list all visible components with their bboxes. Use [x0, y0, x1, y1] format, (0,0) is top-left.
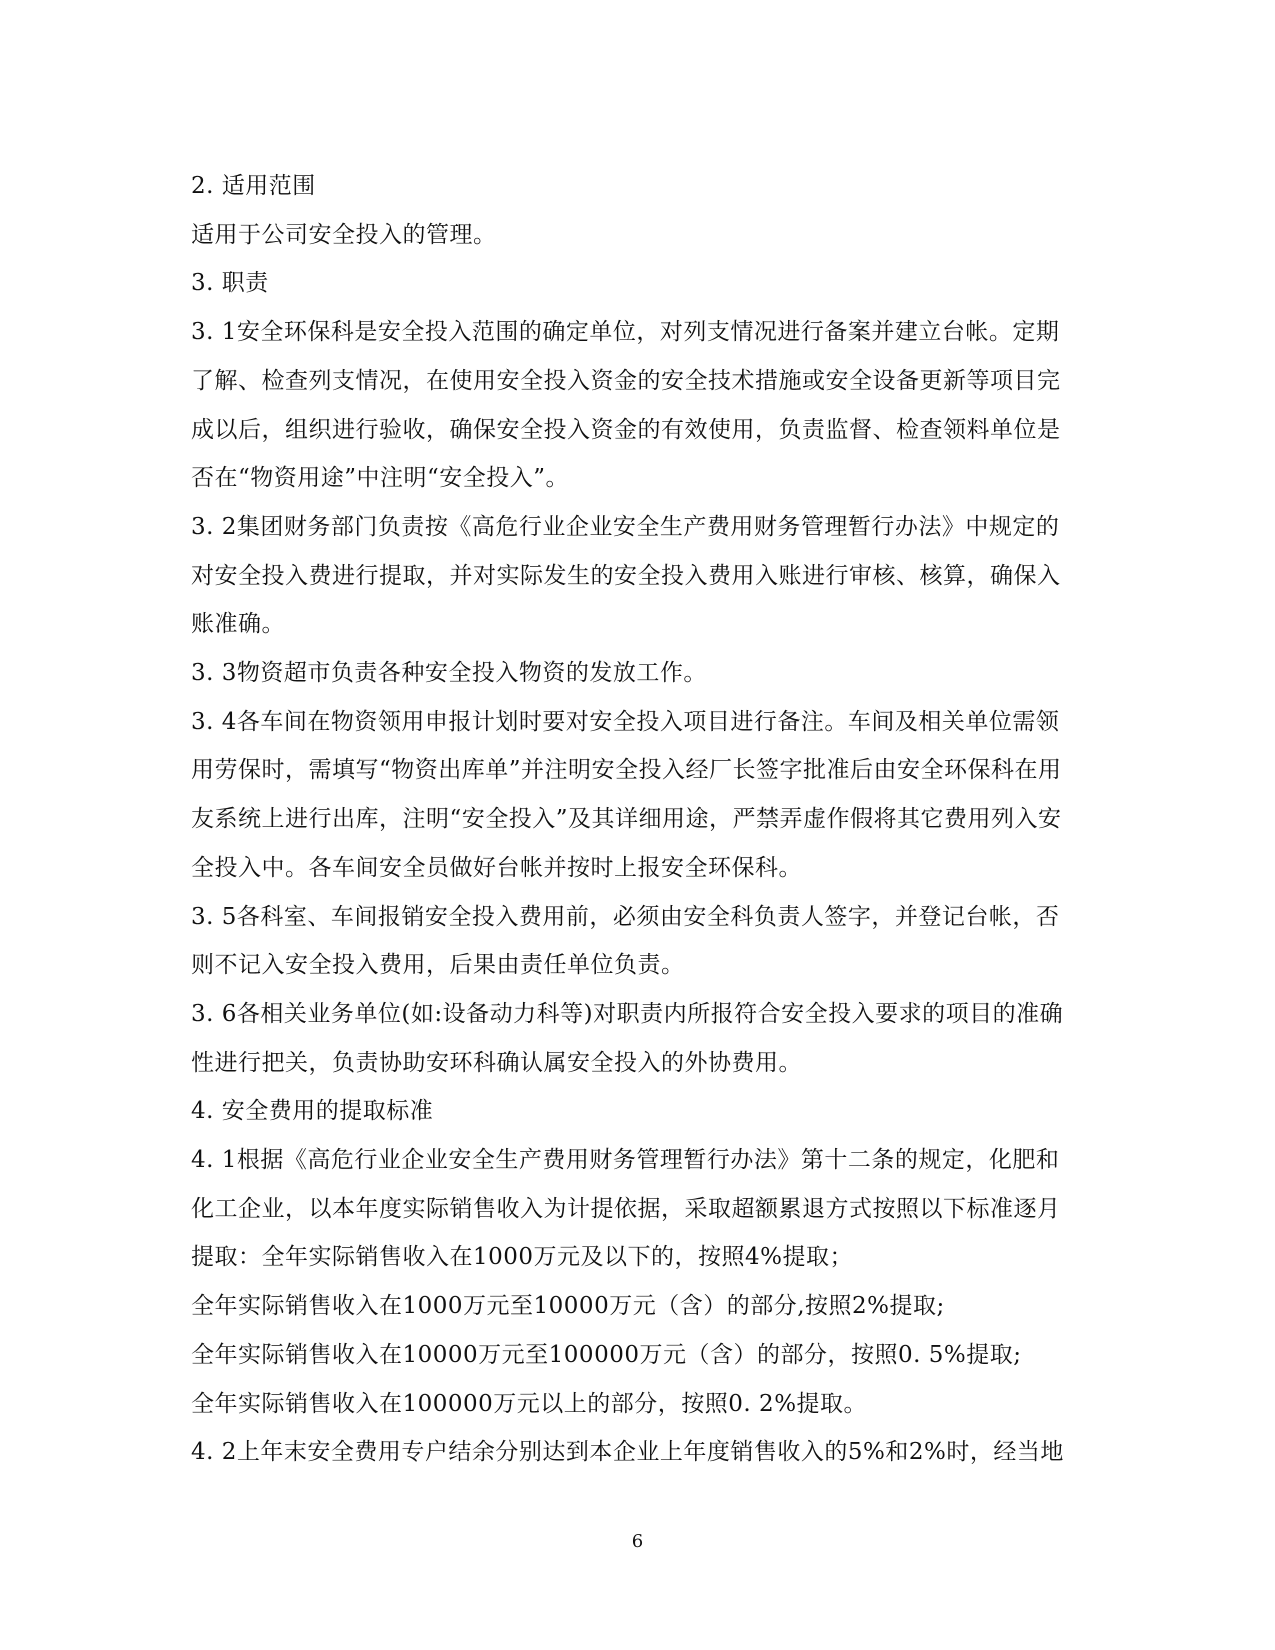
paragraph-scope: 适用于公司安全投入的管理。 [191, 221, 497, 248]
paragraph-3-6: 3. 6各相关业务单位(如:设备动力科等)对职责内所报符合安全投入要求的项目的准确性进行把关，负责协助安环科确认属安全投入的外协费用。 [191, 1000, 1064, 1076]
section-heading-cost-standard: 4. 安全费用的提取标准 [191, 1098, 434, 1125]
paragraph-3-4: 3. 4各车间在物资领用申报计划时要对安全投入项目进行备注。车间及相关单位需领用劳保时，需填写“物资出库单”并注明安全投入经厂长签字批准后由安全环保科在用友系统上进行出库，注明“安全投入”及其详细用途，严禁弄虚作假将其它费用列入安全投入中。各车间安全员做好台帐并按时上报安全环保科。 [191, 708, 1062, 881]
section-heading-responsibilities: 3. 职责 [191, 270, 269, 297]
paragraph-4-2: 4. 2上年末安全费用专户结余分别达到本企业上年度销售收入的5%和2%时，经当地 [191, 1439, 1064, 1466]
paragraph-rate-tier-3: 全年实际销售收入在10000万元至100000万元（含）的部分，按照0. 5%提取; [191, 1341, 1022, 1368]
paragraph-rate-tier-2: 全年实际销售收入在1000万元至10000万元（含）的部分,按照2%提取; [191, 1293, 945, 1320]
page-number: 6 [631, 1531, 644, 1552]
paragraph-4-1: 4. 1根据《高危行业企业安全生产费用财务管理暂行办法》第十二条的规定，化肥和化工企业，以本年度实际销售收入为计提依据，采取超额累退方式按照以下标准逐月提取：全年实际销售收入在1000万元及以下的，按照4%提取； [191, 1147, 1061, 1271]
section-heading-scope: 2. 适用范围 [191, 173, 316, 199]
paragraph-3-1: 3. 1安全环保科是安全投入范围的确定单位，对列支情况进行备案并建立台帐。定期了解、检查列支情况，在使用安全投入资金的安全技术措施或安全设备更新等项目完成以后，组织进行验收，确保安全投入资金的有效使用，负责监督、检查领料单位是否在“物资用途”中注明“安全投入”。 [191, 319, 1061, 492]
document-body [191, 162, 1081, 1477]
paragraph-3-5: 3. 5各科室、车间报销安全投入费用前，必须由安全科负责人签字，并登记台帐，否则不记入安全投入费用，后果由责任单位负责。 [191, 903, 1060, 979]
paragraph-3-2: 3. 2集团财务部门负责按《高危行业企业安全生产费用财务管理暂行办法》中规定的对安全投入费进行提取，并对实际发生的安全投入费用入账进行审核、核算，确保入账准确。 [191, 513, 1061, 638]
paragraph-3-3: 3. 3物资超市负责各种安全投入物资的发放工作。 [191, 660, 707, 687]
paragraph-rate-tier-4: 全年实际销售收入在100000万元以上的部分，按照0. 2%提取。 [191, 1390, 868, 1417]
